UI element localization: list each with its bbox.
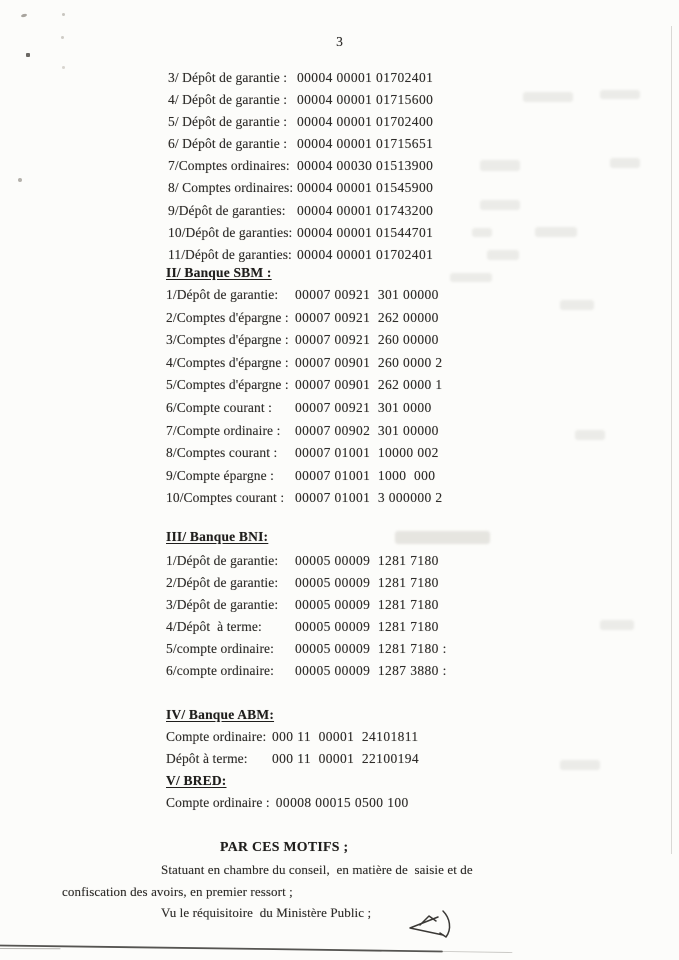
scan-smudge [535, 227, 577, 237]
account-label: 5/Comptes d'épargne : [166, 377, 289, 393]
intro-account-list [168, 67, 433, 266]
page-number: 3 [336, 34, 343, 49]
account-label: 2/Comptes d'épargne : [166, 309, 289, 325]
scan-smudge [560, 760, 600, 770]
account-label: 3/ Dépôt de garantie : [168, 70, 288, 85]
account-label: 1/Dépôt de garantie: [166, 553, 279, 568]
account-row [166, 594, 447, 616]
account-label: 5/ Dépôt de garantie : [168, 114, 288, 130]
account-label: 5/compte ordinaire: [166, 641, 274, 656]
account-label: 9/Compte épargne : [166, 467, 275, 483]
scan-smudge [610, 158, 640, 168]
account-number: 00004 00001 01544701 [297, 224, 434, 240]
account-row [166, 792, 419, 814]
scan-speck [62, 13, 65, 16]
account-number: 000 11 00001 24101811 [272, 729, 419, 744]
scan-smudge [600, 90, 640, 99]
account-row [168, 111, 433, 133]
motifs-paragraph-line: Vu le réquisitoire du Ministère Public ; [161, 905, 372, 920]
account-number: 00005 00009 1281 7180 [295, 597, 439, 612]
account-row [166, 329, 443, 352]
bank-section-heading: II/ Banque SBM : [166, 265, 272, 280]
account-row [166, 307, 443, 330]
scan-speck [21, 13, 28, 17]
account-number: 00005 00009 1287 3880 : [295, 663, 447, 678]
bank-section-sbm [166, 262, 443, 510]
scan-smudge [480, 160, 520, 171]
account-number: 00007 00901 260 0000 2 [295, 354, 443, 370]
account-label: 7/Comptes ordinaires: [168, 158, 290, 174]
account-row [168, 89, 433, 111]
account-label: 10/Comptes courant : [166, 490, 285, 506]
account-row [166, 352, 443, 375]
account-label: 4/Comptes d'épargne : [166, 354, 289, 370]
account-number: 00004 00030 01513900 [297, 158, 434, 174]
account-label: 6/Compte courant : [166, 399, 273, 415]
scan-speck [26, 53, 30, 57]
account-number: 00005 00009 1281 7180 [295, 619, 439, 634]
account-number: 00004 00001 01545900 [297, 180, 434, 196]
account-row [168, 200, 433, 222]
account-label: 8/ Comptes ordinaires: [168, 180, 294, 196]
account-row [168, 177, 433, 199]
bank-section-heading: III/ Banque BNI: [166, 529, 269, 544]
account-number: 00007 00921 301 0000 [295, 399, 432, 415]
account-label: 7/Compte ordinaire : [166, 422, 281, 438]
scan-smudge [480, 200, 520, 210]
account-label: Compte ordinaire : [166, 795, 270, 810]
account-label: 8/Comptes courant : [166, 445, 278, 461]
account-number: 00004 00001 01715651 [297, 136, 434, 152]
account-row [166, 420, 443, 443]
account-number: 00005 00009 1281 7180 [295, 575, 439, 590]
account-number: 00004 00001 01715600 [297, 92, 434, 108]
account-row [166, 487, 443, 510]
account-number: 00007 00921 301 00000 [295, 287, 439, 302]
account-row [166, 374, 443, 397]
account-number: 00007 00902 301 00000 [295, 422, 439, 438]
scan-smudge [600, 620, 634, 630]
scan-speck [61, 36, 64, 39]
account-number: 00004 00001 01702401 [297, 70, 434, 85]
account-label: Compte ordinaire: [166, 729, 267, 744]
bank-section-bni [166, 526, 447, 682]
account-label: Dépôt à terme: [166, 751, 248, 766]
account-label: 10/Dépôt de garanties: [168, 224, 293, 240]
account-row [166, 284, 443, 307]
account-number: 00008 00015 0500 100 [275, 795, 409, 810]
account-number: 00004 00001 01702400 [297, 114, 434, 130]
account-number: 00007 01001 3 000000 2 [295, 490, 443, 506]
account-row [168, 133, 433, 155]
account-row [166, 660, 447, 682]
account-number: 00007 00901 262 0000 1 [295, 377, 443, 393]
account-number: 00005 00009 1281 7180 [295, 553, 439, 568]
signature-doodle [410, 911, 450, 937]
account-number: 000 11 00001 22100194 [272, 751, 420, 766]
motifs-title: PAR CES MOTIFS ; [220, 839, 349, 854]
scan-smudge [472, 228, 492, 237]
account-row [166, 442, 443, 465]
account-number: 00007 00921 260 00000 [295, 332, 439, 348]
account-number: 00004 00001 01702401 [297, 246, 434, 262]
account-row [166, 726, 419, 748]
account-number: 00007 00921 262 00000 [295, 309, 439, 325]
account-number: 00005 00009 1281 7180 : [295, 641, 447, 656]
account-label: 6/compte ordinaire: [166, 663, 274, 678]
scan-smudge [487, 250, 519, 260]
account-row [168, 155, 433, 177]
account-row [166, 638, 447, 660]
scan-smudge [560, 300, 594, 310]
motifs-paragraph-line: confiscation des avoirs, en premier ressort ; [62, 884, 293, 899]
account-label: 1/Dépôt de garantie: [166, 287, 279, 302]
account-row [166, 550, 447, 572]
right-edge-scan-line [671, 26, 672, 854]
page-bottom-edge-line [0, 946, 512, 953]
account-row [168, 222, 433, 244]
account-label: 9/Dépôt de garanties: [168, 202, 286, 218]
scan-speck [18, 178, 22, 182]
bank-section-heading: V/ BRED: [166, 773, 227, 788]
scan-smudge [450, 273, 492, 282]
scan-smudge [523, 92, 573, 102]
scan-smudge [575, 430, 605, 440]
scan-smudge [395, 531, 490, 544]
bank-section-abm-bred [166, 704, 419, 814]
account-label: 4/ Dépôt de garantie : [168, 92, 288, 108]
account-number: 00004 00001 01743200 [297, 202, 434, 218]
account-row [166, 616, 447, 638]
account-label: 6/ Dépôt de garantie : [168, 136, 288, 152]
account-row [166, 748, 419, 770]
account-row [166, 397, 443, 420]
account-label: 4/Dépôt à terme: [166, 619, 262, 634]
account-row [168, 67, 433, 89]
account-number: 00007 01001 10000 002 [295, 445, 439, 461]
account-row [166, 572, 447, 594]
motifs-paragraph-line: Statuant en chambre du conseil, en matière de saisie et de [161, 862, 473, 877]
account-label: 11/Dépôt de garanties: [168, 246, 292, 262]
account-label: 3/Comptes d'épargne : [166, 332, 289, 348]
account-number: 00007 01001 1000 000 [295, 467, 436, 483]
account-label: 2/Dépôt de garantie: [166, 575, 279, 590]
bank-section-heading: IV/ Banque ABM: [166, 707, 275, 722]
scan-speck [62, 66, 65, 69]
account-row [166, 465, 443, 488]
account-label: 3/Dépôt de garantie: [166, 597, 279, 612]
